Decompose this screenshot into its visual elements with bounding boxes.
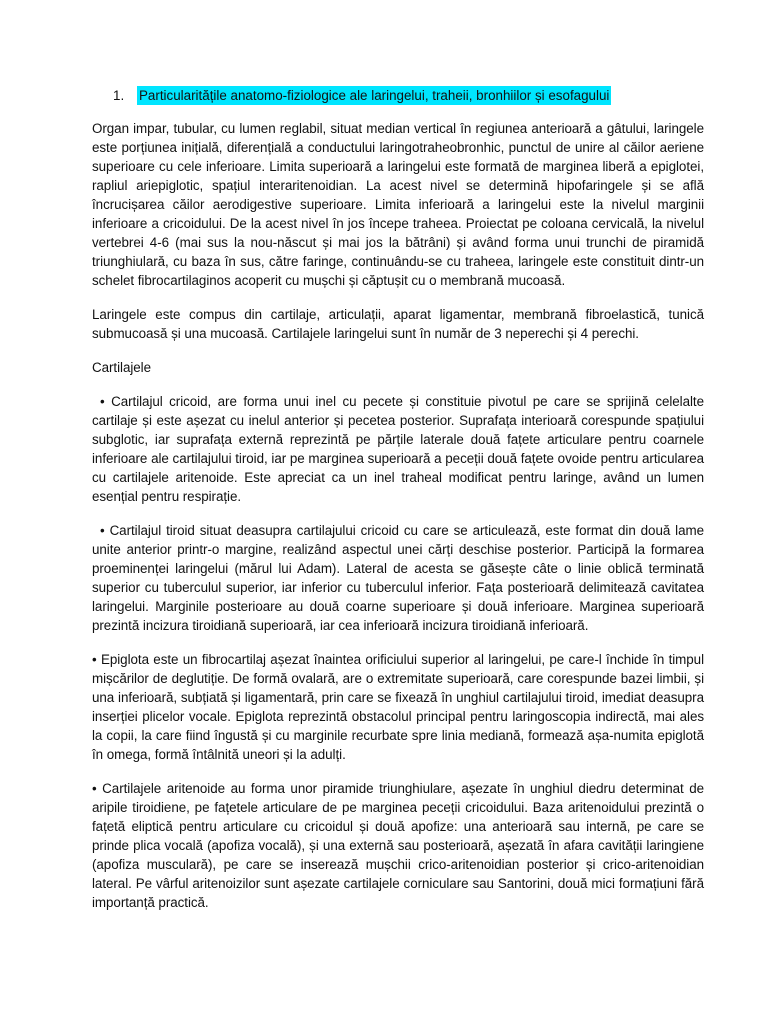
paragraph-composition: Laringele este compus din cartilaje, articulații, aparat ligamentar, membrană fibroelastică, tunică submucoasă și una mucoasă. Cartilajele laringelui sunt în număr de 3 neperechi și 4 perechi. — [92, 307, 704, 341]
bullet-epiglota: • Epiglota este un fibrocartilaj așezat înaintea orificiului superior al laringelui, pe care-l închide în timpul mișcărilor de deglutiție. De formă ovalară, are o extremitate superioară, care corespunde bazei limbii, și una inferioară, subțiată și ligamentară, prin care se fixează în unghiul cartilajului tiroid, imediat deasupra inserției plicelor vocale. Epiglota reprezintă obstacolul principal pentru laringoscopia indirectă, mai ales la copii, la care fiind îngustă și cu marginile recurbate spre linia mediană, formează așa-numita epiglotă în omega, formă întâlnită uneori și la adulți. — [92, 652, 704, 762]
bullet-cricoid: • Cartilajul cricoid, are forma unui inel cu pecete și constituie pivotul pe care se sprijină celelalte cartilaje și este așezat cu inelul anterior și pecetea posterior. Suprafața interioară corespunde spațiului subglotic, iar suprafața externă reprezintă pe părțile laterale două fațete articulare pentru coarnele inferioare ale cartilajului tiroid, iar pe marginea superioară a peceții două fațete ovoide pentru articularea cu cartilajele aritenoide. Este apreciat ca un inel traheal modificat pentru laringe, având un lumen esențial pentru respirație. — [92, 394, 704, 504]
section-heading — [113, 86, 704, 105]
heading-number: 1. — [113, 88, 125, 103]
heading-title: Particularitățile anatomo-fiziologice ale laringelui, traheii, bronhiilor și esofagului — [139, 88, 610, 103]
paragraph-intro: Organ impar, tubular, cu lumen reglabil, situat median vertical în regiunea anterioară a gâtului, laringele este porțiunea inițială, diferențială a conductului laringotraheobronhic, punctul de unire al căilor aeriene superioare cu cele inferioare. Limita superioară a laringelui este formată de marginea liberă a epiglotei, rapliul ariepiglotic, spațiul interaritenoidian. La acest nivel se determină hipofaringele și se află încrucișarea căilor aerodigestive superioare. Limita inferioară a laringelui este la nivelul marginii inferioare a cricoidului. De la acest nivel în jos începe traheea. Proiectat pe coloana cervicală, la nivelul vertebrei 4-6 (mai sus la nou-născut și mai jos la bătrâni) și având forma unui trunchi de piramidă triunghiulară, cu baza în sus, către faringe, continuându-se cu traheea, laringele este constituit dintr-un schelet fibrocartilaginos acoperit cu mușchi și căptușit cu o membrană mucoasă. — [92, 121, 704, 288]
bullet-aritenoide: • Cartilajele aritenoide au forma unor piramide triunghiulare, așezate în unghiul diedru determinat de aripile tiroidiene, pe fațetele articulare de pe marginea peceții cricoidului. Baza aritenoidului prezintă o fațetă eliptică pentru articulare cu cricoidul și două apofize: una anterioară sau internă, pe care se prinde plica vocală (apofiza vocală), și una externă sau posterioară, așezată în afara cavității laringiene (apofiza musculară), pe care se inserează mușchii crico-aritenoidian posterior și crico-aritenoidian lateral. Pe vârful aritenoizilor sunt așezate cartilajele corniculare sau Santorini, două mici formațiuni fără importanță practică. — [92, 781, 704, 910]
bullet-tiroid: • Cartilajul tiroid situat deasupra cartilajului cricoid cu care se articulează, este format din două lame unite anterior printr-o margine, realizând aspectul unei cărți deschise posterior. Participă la formarea proeminenței laringelui (mărul lui Adam). Lateral de acesta se găsește câte o linie oblică terminată superior cu tuberculul superior, iar inferior cu tuberculul inferior. Fața posterioară delimitează cavitatea laringelui. Marginile posterioare au două coarne superioare și două inferioare. Marginea superioară prezintă incizura tiroidiană superioară, iar cea inferioară incizura tiroidiană inferioară. — [92, 523, 704, 633]
subheading-cartilaje: Cartilajele — [92, 360, 151, 375]
